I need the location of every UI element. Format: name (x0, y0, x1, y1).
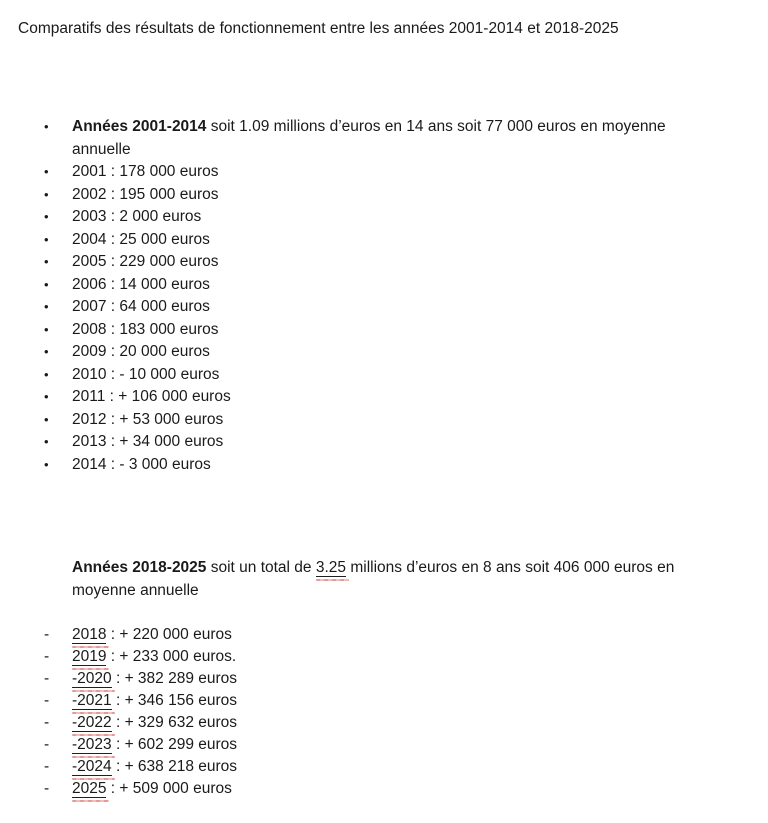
section1-header-bold: Années 2001-2014 (72, 118, 207, 135)
year-label: -2020 (72, 670, 112, 687)
item-text (72, 712, 664, 734)
item-value: : + 382 289 euros (111, 670, 238, 687)
list-item (44, 341, 704, 364)
list-item (44, 319, 704, 342)
item-text: 2008 : 183 000 euros (72, 320, 219, 338)
bullet-icon: • (44, 299, 49, 314)
year-label: 2019 (72, 648, 107, 665)
bullet-icon: • (44, 276, 49, 292)
list-item (44, 229, 704, 252)
bullet-icon: • (44, 186, 49, 202)
bullet-list-2001-2014 (44, 116, 704, 476)
item-value: : + 329 632 euros (111, 714, 238, 731)
section2-header (72, 557, 692, 602)
bullet-icon: • (44, 389, 49, 404)
year-label: -2022 (72, 714, 112, 731)
bullet-icon: • (44, 209, 49, 224)
item-text: 2014 : - 3 000 euros (72, 455, 211, 473)
item-text (72, 778, 664, 800)
item-value: : + 233 000 euros. (106, 648, 237, 665)
dash-icon: - (44, 648, 50, 665)
item-text (72, 734, 664, 756)
dash-icon: - (44, 692, 50, 709)
year-label: -2024 (72, 758, 112, 775)
item-text: 2001 : 178 000 euros (72, 163, 219, 180)
item-value: : + 509 000 euros (106, 780, 232, 797)
list-item (44, 646, 664, 668)
item-text (72, 756, 664, 778)
list-item (44, 690, 664, 712)
list-item (44, 409, 704, 432)
list-item (44, 161, 704, 184)
dash-icon: - (44, 670, 50, 687)
list-item (44, 386, 704, 409)
item-text: 2004 : 25 000 euros (72, 230, 210, 248)
dash-icon: - (44, 736, 50, 753)
item-text: 2002 : 195 000 euros (72, 185, 219, 203)
dash-icon: - (44, 758, 50, 775)
dash-icon: - (44, 780, 50, 797)
list-item (44, 296, 704, 319)
list-item (44, 778, 664, 800)
list-item (44, 251, 704, 274)
item-text (72, 690, 664, 712)
section2-header-marked-value: 3.25 (315, 559, 347, 576)
item-text (72, 646, 664, 668)
bullet-icon: • (44, 344, 49, 359)
item-text (72, 624, 664, 646)
list-item (44, 364, 704, 387)
section1-header (72, 116, 704, 161)
item-text: 2005 : 229 000 euros (72, 253, 219, 270)
item-text: 2009 : 20 000 euros (72, 343, 210, 360)
list-item-header (44, 116, 704, 161)
bullet-icon: • (44, 119, 49, 134)
item-text (72, 668, 664, 690)
year-label: 2018 (72, 626, 107, 643)
item-value: : + 220 000 euros (106, 626, 232, 643)
list-item (44, 206, 704, 229)
year-label: 2025 (72, 780, 107, 797)
item-text: 2012 : + 53 000 euros (72, 410, 224, 428)
dash-icon: - (44, 626, 50, 643)
bullet-icon: • (44, 366, 49, 382)
bullet-icon: • (44, 231, 49, 247)
list-item (44, 431, 704, 454)
item-value: : + 602 299 euros (111, 736, 238, 753)
item-text: 2007 : 64 000 euros (72, 298, 210, 315)
item-text: 2006 : 14 000 euros (72, 275, 210, 293)
bullet-icon: • (44, 456, 49, 472)
bullet-icon: • (44, 411, 49, 427)
item-value: : + 346 156 euros (111, 692, 238, 709)
section2-header-line2: moyenne annuelle (72, 581, 199, 599)
list-item (44, 184, 704, 207)
year-label: -2021 (72, 692, 112, 709)
item-value: : + 638 218 euros (111, 758, 238, 775)
section2-header-post: millions d’euros en 8 ans soit 406 000 euros en (346, 559, 675, 576)
item-text: 2013 : + 34 000 euros (72, 433, 224, 450)
dash-list-2018-2025 (44, 624, 664, 800)
list-item (44, 454, 704, 477)
section1-header-line2: annuelle (72, 140, 131, 158)
list-item (44, 624, 664, 646)
list-item (44, 274, 704, 297)
list-item (44, 668, 664, 690)
list-item (44, 734, 664, 756)
section2-header-bold: Années 2018-2025 (72, 559, 207, 576)
document-title: Comparatifs des résultats de fonctionnement entre les années 2001-2014 et 2018-2025 (18, 20, 619, 37)
section2-header-pre: soit un total de (206, 559, 316, 576)
year-label: -2023 (72, 736, 112, 753)
item-text: 2003 : 2 000 euros (72, 208, 202, 225)
item-text: 2011 : + 106 000 euros (72, 388, 231, 405)
dash-icon: - (44, 714, 50, 731)
list-item (44, 756, 664, 778)
bullet-icon: • (44, 164, 49, 179)
bullet-icon: • (44, 434, 49, 449)
section1-header-line1: soit 1.09 millions d’euros en 14 ans soit 77 000 euros en moyenne (206, 118, 666, 135)
bullet-icon: • (44, 254, 49, 269)
list-item (44, 712, 664, 734)
bullet-icon: • (44, 321, 49, 337)
item-text: 2010 : - 10 000 euros (72, 365, 220, 383)
